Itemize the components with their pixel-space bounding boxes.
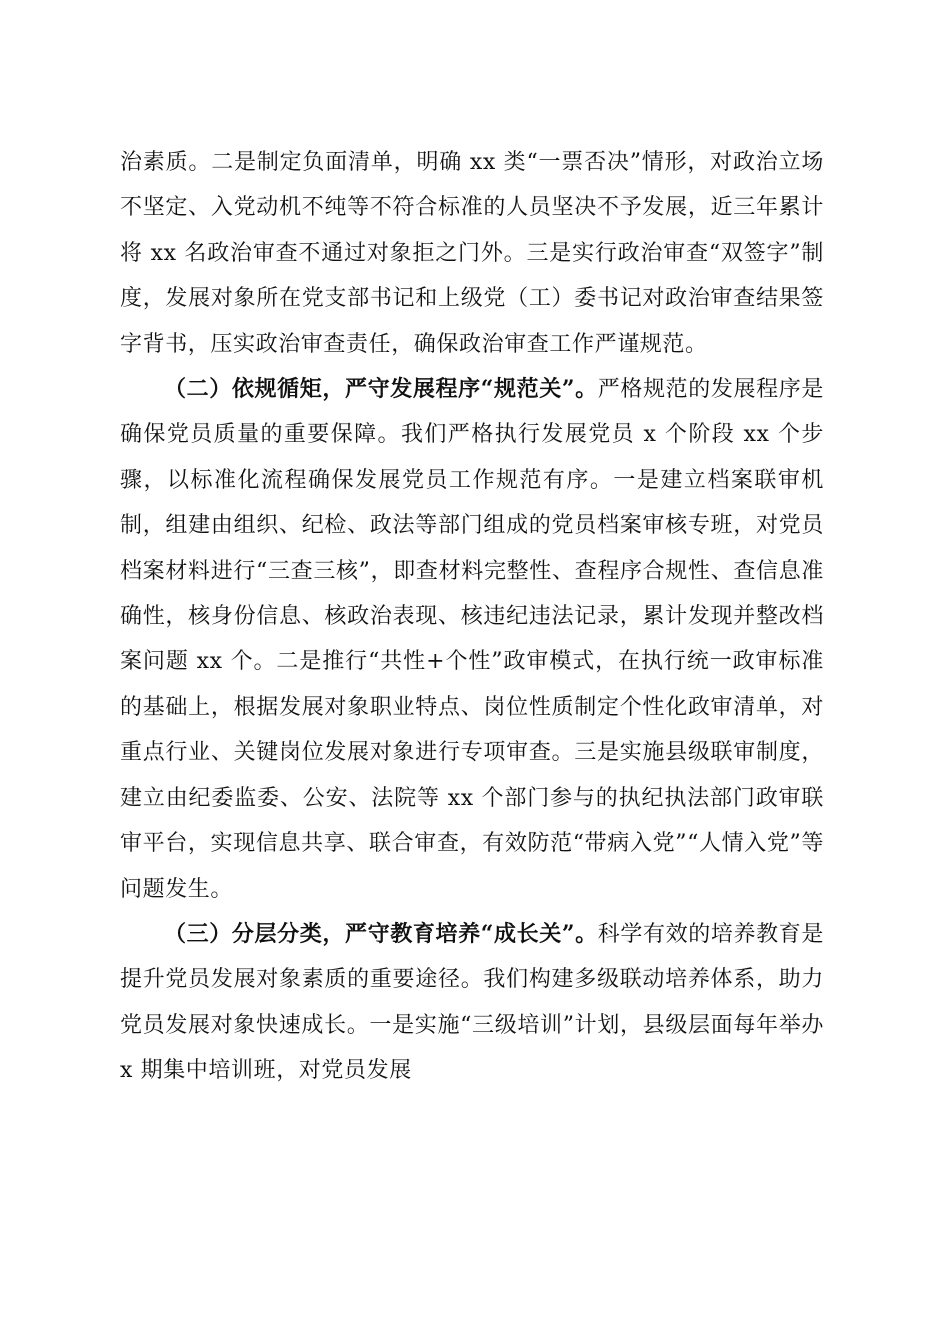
- paragraph-continuation: [120, 140, 824, 367]
- document-body: [120, 140, 824, 1094]
- paragraph-text: 科学有效的培养教育是提升党员发展对象素质的重要途径。我们构建多级联动培养体系，助力党员发展对象快速成长。一是实施“三级培训”计划，县级层面每年举办 x 期集中培训班，对党员发展: [120, 921, 824, 1084]
- paragraph-text: 严格规范的发展程序是确保党员质量的重要保障。我们严格执行发展党员 x 个阶段 xx 个步骤，以标准化流程确保发展党员工作规范有序。一是建立档案联审机制，组建由组织、纪检、政法等部门组成的党员档案审核专班，对党员档案材料进行“三查三核”，即查材料完整性、查程序合规性、查信息准确性，核身份信息、核政治表现、核违纪违法记录，累计发现并整改档案问题 xx 个。二是推行“共性+个性”政审模式，在执行统一政审标准的基础上，根据发展对象职业特点、岗位性质制定个性化政审清单，对重点行业、关键岗位发展对象进行专项审查。三是实施县级联审制度，建立由纪委监委、公安、法院等 xx 个部门参与的执纪执法部门政审联审平台，实现信息共享、联合审查，有效防范“带病入党”“人情入党”等问题发生。: [120, 377, 824, 902]
- paragraph-section-3: [120, 912, 824, 1094]
- section-heading: （三）分层分类，严守教育培养“成长关”。: [164, 920, 598, 947]
- section-heading: （二）依规循矩，严守发展程序“规范关”。: [164, 376, 598, 403]
- paragraph-text: 治素质。二是制定负面清单，明确 xx 类“一票否决”情形，对政治立场不坚定、入党动机不纯等不符合标准的人员坚决不予发展，近三年累计将 xx 名政治审查不通过对象拒之门外。三是实行政治审查“双签字”制度，发展对象所在党支部书记和上级党（工）委书记对政治审查结果签字背书，压实政治审查责任，确保政治审查工作严谨规范。: [120, 150, 824, 357]
- paragraph-section-2: [120, 367, 824, 912]
